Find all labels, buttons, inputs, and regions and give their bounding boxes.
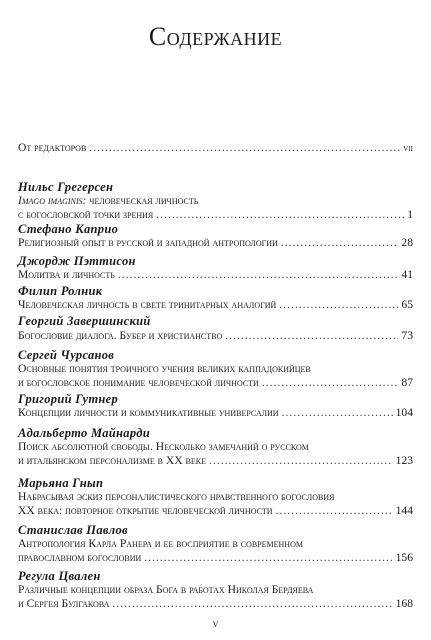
toc-entry-title: Концепции личности и коммуникативные универсалии	[18, 406, 279, 419]
toc-author: Григорий Гутнер	[18, 392, 119, 406]
page-number: 156	[395, 551, 413, 564]
page-number: 104	[395, 406, 413, 419]
toc-entry-title: и Сергея Булгакова	[18, 597, 110, 610]
toc-author: Стефано Каприо	[18, 222, 119, 236]
page-title: Содержание	[148, 22, 283, 51]
page-number: 1	[407, 208, 413, 221]
toc-row	[18, 504, 413, 518]
toc-entry-title: Молитва и личность	[18, 268, 115, 281]
toc-author: Джордж Пэттисон	[18, 254, 136, 268]
leader-dots	[89, 141, 400, 155]
toc-author: Нильс Грегерсен	[18, 180, 114, 194]
leader-dots	[276, 504, 393, 518]
toc-entry-title: От редакторов	[18, 141, 87, 154]
leader-dots	[112, 597, 392, 611]
toc-row	[18, 376, 413, 390]
toc-entry-title-line: Основные понятия троичного учения великих каппадокийцев	[18, 362, 311, 375]
toc-entry-title: православном богословии	[18, 551, 142, 564]
leader-dots	[144, 551, 392, 565]
toc-row	[18, 268, 413, 282]
toc-entry-title-line: Поиск абсолютной свободы. Несколько замечаний о русском	[18, 440, 309, 453]
toc-entry-title-line: Различные концепции образа Бога в работах Николая Бердяева	[18, 583, 314, 596]
toc-row	[18, 551, 413, 565]
toc-author: Марьяна Гнып	[18, 476, 104, 490]
leader-dots	[262, 376, 399, 390]
toc-author: Сергей Чурсанов	[18, 348, 115, 362]
page-number: 41	[401, 268, 413, 281]
toc-row	[18, 454, 413, 468]
page-number: 123	[395, 454, 413, 467]
toc-entry-title: с богословской точки зрения	[18, 208, 154, 221]
toc-author: Регула Цвален	[18, 569, 101, 583]
toc-entry-title: Религиозный опыт в русской и западной антропологии	[18, 236, 278, 249]
toc-row	[18, 208, 413, 222]
leader-dots	[209, 454, 393, 468]
page-number: 144	[395, 504, 413, 517]
leader-dots	[282, 406, 393, 420]
toc-entry-title: Богословие диалога. Бубер и христианство	[18, 329, 223, 342]
page-number: 73	[401, 329, 413, 342]
page-number: 168	[395, 597, 413, 610]
leader-dots	[118, 268, 399, 282]
leader-dots	[279, 298, 398, 312]
leader-dots	[156, 208, 404, 222]
toc-entry-title-italic: Imago imaginis:	[18, 194, 87, 207]
leader-dots	[225, 329, 398, 343]
toc-row	[18, 597, 413, 611]
toc-row-editor	[18, 141, 413, 156]
toc-author: Адальберто Майнарди	[18, 426, 150, 440]
toc-entry-title: Человеческая личность в свете тринитарных аналогий	[18, 298, 277, 311]
toc-entry-title-rest: человеческая личность	[86, 194, 199, 207]
toc-entry-title-line: Антропология Карла Ранера и ее восприятие в современном	[18, 537, 303, 550]
leader-dots	[281, 236, 399, 250]
toc-row	[18, 406, 413, 420]
page-number: vii	[403, 143, 413, 154]
toc-entry-title: и богословское понимание человеческой личности	[18, 376, 259, 389]
page-folio: v	[212, 618, 219, 630]
toc-entry-title: XX века: повторное открытие человеческой личности	[18, 504, 273, 517]
toc-entry-title: и итальянском персонализме в XX веке	[18, 454, 206, 467]
toc-author: Филип Ролник	[18, 284, 103, 298]
toc-author: Станислав Павлов	[18, 523, 128, 537]
page-number: 28	[401, 236, 413, 249]
toc-row	[18, 298, 413, 312]
page-number: 87	[401, 376, 413, 389]
toc-row	[18, 329, 413, 343]
page-number: 65	[401, 298, 413, 311]
toc-author: Георгий Завершинский	[18, 314, 151, 328]
toc-entry-title-line: Набрасывая эскиз персоналистического нравственного богословия	[18, 490, 335, 503]
toc-entry-title-line	[18, 194, 198, 208]
toc-row	[18, 236, 413, 250]
